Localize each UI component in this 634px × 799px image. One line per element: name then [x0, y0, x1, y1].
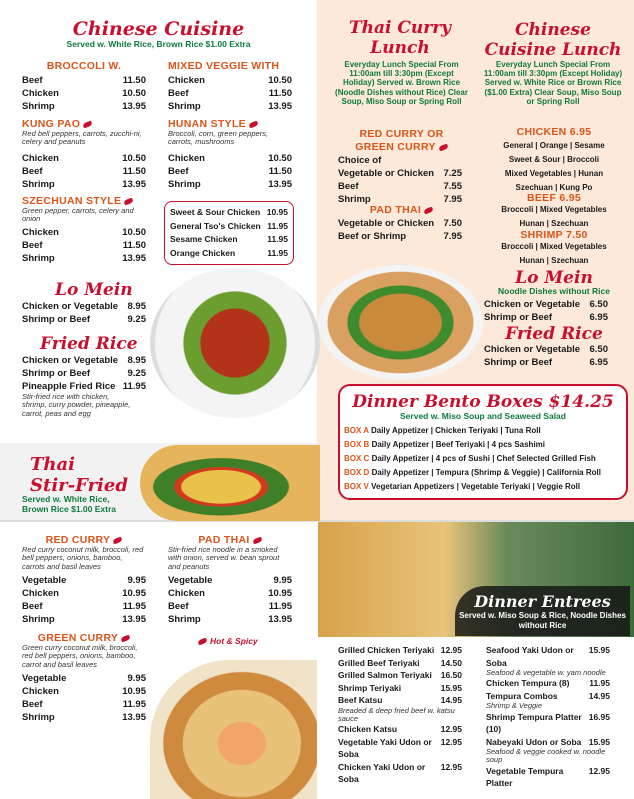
combo-line: Szechuan | Kung Po	[515, 183, 593, 192]
menu-item	[22, 87, 146, 100]
choice-of-label: Choice of	[338, 155, 382, 166]
item-price: 9.25	[127, 368, 146, 379]
broccoli-section	[22, 60, 146, 113]
item-name: Vegetable	[168, 574, 213, 586]
bento-row	[344, 466, 626, 480]
red-curry-section	[22, 534, 146, 626]
chinese-cuisine-subtitle: Served w. White Rice, Brown Rice $1.00 Extra	[66, 39, 251, 49]
kung-pao-heading: KUNG PAO	[22, 118, 81, 130]
item-price: 15.95	[588, 645, 610, 655]
special-item	[170, 206, 288, 220]
item-price: 10.50	[122, 88, 146, 99]
item-name: Chicken Katsu	[338, 724, 398, 734]
item-name: Shrimp	[168, 613, 201, 625]
item-name: Beef	[168, 165, 189, 177]
menu-item	[22, 613, 146, 626]
item-price: 11.50	[122, 239, 146, 251]
item-price: 11.50	[122, 165, 146, 177]
item-price: 11.95	[122, 381, 146, 392]
thai-curry-lunch-title	[330, 18, 470, 58]
item-name: Chicken	[22, 685, 59, 697]
item-name: Beef	[22, 698, 43, 710]
chicken-specials-box	[164, 201, 294, 265]
dinner-item	[486, 644, 610, 669]
bento-box-label: BOX B	[344, 439, 372, 449]
dinner-item	[338, 644, 462, 657]
curry-bowl-image	[140, 445, 320, 521]
item-name: Beef Katsu	[338, 695, 383, 705]
item-price: 13.95	[122, 252, 146, 264]
item-name: Chicken or Vegetable	[22, 355, 119, 366]
bento-box-label: BOX C	[344, 453, 372, 463]
mixed-veggie-section	[168, 60, 292, 113]
menu-item	[168, 574, 292, 587]
item-price: 13.95	[268, 613, 292, 625]
item-desc: Breaded & deep fried beef w. katsu sauce	[338, 705, 455, 723]
chili-icon	[424, 206, 434, 214]
item-price: 15.95	[588, 736, 610, 747]
dinner-entrees-subtitle: Served w. Miso Soup & Rice, Noodle Dishes without Rice	[459, 611, 626, 630]
item-price: 8.95	[127, 301, 146, 312]
chili-icon	[438, 143, 448, 151]
item-name: Chicken Yaki Udon or Soba	[338, 761, 426, 784]
item-price: 10.95	[266, 207, 288, 217]
broccoli-heading: BROCCOLI W.	[46, 60, 122, 72]
item-name: Chicken Tempura (8)	[486, 678, 570, 689]
item-name: Shrimp	[338, 194, 371, 205]
menu-item	[22, 367, 146, 380]
menu-item	[484, 356, 608, 369]
menu-item	[22, 685, 146, 698]
item-name: Seafood Yaki Udon or Soba	[486, 645, 574, 668]
menu-item	[22, 587, 146, 600]
item-price: 15.95	[440, 682, 462, 693]
menu-item	[484, 311, 608, 324]
or-text: OR	[427, 128, 444, 140]
item-name: Chicken	[22, 88, 59, 99]
dinner-entrees-banner	[455, 586, 630, 636]
menu-item	[22, 239, 146, 252]
menu-item	[22, 600, 146, 613]
item-price: 7.25	[443, 168, 462, 179]
szechuan-desc: Green pepper, carrots, celery and onion	[22, 206, 134, 224]
item-name: General Tso's Chicken	[170, 220, 261, 231]
item-price: 6.95	[589, 312, 608, 323]
thai-curry-lunch-title-line2: Lunch	[370, 38, 430, 58]
item-price: 6.95	[589, 357, 608, 368]
hot-spicy-label: Hot & Spicy	[210, 636, 258, 646]
chicken-lunch-options	[480, 139, 628, 195]
item-name: Chicken	[22, 152, 59, 164]
item-name: Shrimp or Beef	[484, 312, 553, 323]
item-name: Vegetable	[22, 672, 67, 684]
shrimp-lunch-options	[480, 240, 628, 268]
menu-item	[22, 698, 146, 711]
item-name: Chicken	[168, 152, 205, 164]
item-price: 6.50	[589, 299, 608, 310]
item-name: Beef	[168, 600, 189, 612]
menu-item	[168, 165, 292, 178]
beef-lunch-heading: BEEF 6.95	[526, 192, 582, 204]
thai-curry-lunch-subtitle: Everyday Lunch Special From 11:00am till 3:30pm (Except Holiday) Served w. Brown Rice (Noodle Dishes without Rice) Clear Soup, Miso Soup or Spring Roll	[335, 60, 468, 106]
bento-box-label: BOX D	[344, 467, 372, 477]
special-item	[170, 220, 288, 234]
item-name: Vegetable	[22, 574, 67, 586]
item-price: 12.95	[440, 736, 462, 747]
item-name: Shrimp Tempura Platter (10)	[486, 711, 582, 734]
item-name: Grilled Chicken Teriyaki	[338, 645, 435, 655]
item-price: 13.95	[268, 178, 292, 190]
item-price: 10.95	[122, 587, 146, 599]
thai-stir-fried-subtitle: Served w. White Rice, Brown Rice $1.00 Extra	[22, 494, 117, 514]
bento-box-label: BOX V	[344, 481, 372, 491]
bento-row	[344, 452, 626, 466]
menu-item	[168, 587, 292, 600]
bento-row	[344, 480, 626, 494]
item-price: 14.95	[440, 695, 462, 705]
bento-title: Dinner Bento Boxes $14.25	[352, 392, 614, 412]
item-name: Pineapple Fried Rice	[22, 381, 116, 392]
bento-box-contents: Daily Appetizer | Chicken Teriyaki | Tuna Roll	[370, 425, 541, 435]
item-price: 13.95	[122, 613, 146, 625]
thai-stir-fried-title	[30, 454, 128, 496]
chili-icon	[113, 536, 123, 544]
bento-box-contents: Daily Appetizer | 4 pcs of Sushi | Chef Selected Grilled Fish	[371, 453, 596, 463]
chinese-lunch-subtitle: Everyday Lunch Special From 11:00am till 3:30pm (Except Holiday) Served w. White Rice or Brown Rice ($1.00 Extra) Clear Soup, Miso Soup or Spring Roll	[483, 60, 623, 106]
item-price: 7.50	[443, 218, 462, 229]
item-price: 9.25	[127, 314, 146, 325]
combo-line: Broccoli | Mixed Vegetables	[501, 242, 607, 251]
bento-box-panel	[338, 384, 628, 500]
hunan-section	[168, 118, 292, 191]
item-price: 10.95	[122, 685, 146, 697]
item-name: Shrimp	[22, 711, 55, 723]
green-curry-heading: GREEN CURRY	[37, 632, 119, 644]
item-price: 11.95	[267, 247, 288, 258]
menu-item	[338, 167, 462, 180]
green-curry-desc: Green curry coconut milk, broccoli, red bell peppers, onions, bamboo, carrot and basil leaves	[22, 643, 138, 669]
green-curry-lunch-heading: GREEN CURRY	[355, 141, 436, 153]
general-tso-plate-image	[150, 268, 320, 418]
chili-icon	[248, 120, 258, 128]
menu-item	[338, 230, 462, 243]
item-name: Beef	[22, 75, 43, 86]
item-price: 9.95	[273, 574, 292, 586]
lo-mein-lunch-subtitle: Noodle Dishes without Rice	[498, 286, 610, 296]
bento-box-label: BOX A	[344, 425, 371, 435]
green-curry-section	[22, 632, 146, 724]
item-name: Grilled Beef Teriyaki	[338, 657, 420, 668]
menu-item	[22, 574, 146, 587]
hunan-heading: HUNAN STYLE	[168, 118, 246, 130]
item-name: Chicken	[168, 587, 205, 599]
item-price: 11.50	[268, 88, 292, 99]
item-name: Shrimp or Beef	[22, 368, 91, 379]
menu-item	[22, 165, 146, 178]
menu-item	[338, 217, 462, 230]
menu-item	[168, 74, 292, 87]
item-price: 7.95	[443, 194, 462, 205]
combo-line: Hunan | Szechuan	[519, 256, 589, 265]
dinner-right-list	[486, 644, 610, 790]
item-price: 10.50	[122, 226, 146, 238]
pad-thai-plate-image	[318, 265, 483, 380]
menu-item	[22, 74, 146, 87]
pineapple-desc: Stir-fried rice with chicken, shrimp, curry powder, pineapple, carrot, peas and egg	[22, 392, 131, 418]
item-price: 12.95	[440, 761, 462, 772]
item-price: 8.95	[127, 355, 146, 366]
bento-row	[344, 424, 626, 438]
lo-mein-lunch-list	[484, 298, 608, 324]
shrimp-lunch-heading: SHRIMP 7.50	[520, 229, 588, 241]
item-name: Nabeyaki Udon or Soba	[486, 736, 582, 747]
pad-thai-heading: PAD THAI	[198, 534, 250, 546]
dinner-item	[486, 711, 610, 736]
bento-box-contents: Daily Appetizer | Beef Teriyaki | 4 pcs Sashimi	[371, 439, 545, 449]
item-price: 16.95	[588, 711, 610, 722]
dinner-item	[338, 761, 462, 786]
bento-subtitle: Served w. Miso Soup and Seaweed Salad	[400, 411, 566, 421]
menu-item	[168, 152, 292, 165]
item-price: 12.95	[440, 645, 462, 655]
item-name: Shrimp	[168, 101, 201, 112]
item-name: Sweet & Sour Chicken	[170, 207, 261, 217]
menu-item	[22, 226, 146, 239]
item-name: Shrimp or Beef	[484, 357, 553, 368]
bento-box-contents: Vegetarian Appetizers | Vegetable Teriyaki | Veggie Roll	[371, 481, 581, 491]
menu-item	[22, 672, 146, 685]
item-price: 11.95	[267, 220, 288, 231]
item-name: Beef	[22, 165, 43, 177]
item-name: Vegetable or Chicken	[338, 168, 435, 179]
hunan-desc: Broccoli, corn, green peppers, carrots, mushrooms	[168, 129, 269, 147]
combo-line: Sweet & Sour | Broccoli	[508, 155, 600, 164]
bento-box-contents: Daily Appetizer | Tempura (Shrimp & Veggie) | California Roll	[371, 467, 601, 477]
item-price: 10.50	[268, 75, 292, 86]
item-price: 11.50	[268, 165, 292, 177]
thai-stir-fried-title-line2: Stir-Fried	[30, 475, 128, 496]
item-price: 12.95	[588, 765, 610, 776]
kung-pao-desc: Red bell peppers, carrots, zucchi-ni, celery and peanuts	[22, 129, 142, 147]
item-name: Vegetable Yaki Udon or Soba	[338, 736, 432, 759]
dinner-item	[338, 657, 462, 670]
dinner-item	[338, 736, 462, 761]
red-curry-heading: RED CURRY	[45, 534, 111, 546]
dinner-item	[338, 669, 462, 682]
item-price: 9.95	[127, 574, 146, 586]
pad-thai-lunch-label: PAD THAI	[369, 204, 422, 216]
pad-thai-lunch-heading	[334, 204, 469, 216]
item-price: 7.95	[443, 231, 462, 242]
menu-item	[22, 100, 146, 113]
item-name: Chicken	[22, 587, 59, 599]
item-price: 13.95	[122, 101, 146, 112]
combo-line: General | Orange | Sesame	[503, 141, 605, 150]
pad-thai-section	[168, 534, 292, 626]
szechuan-heading: SZECHUAN STYLE	[22, 195, 122, 207]
red-curry-lunch-heading: RED CURRY	[359, 128, 424, 140]
item-price: 13.95	[122, 711, 146, 723]
fried-rice-lunch-title: Fried Rice	[505, 324, 603, 344]
item-name: Beef or Shrimp	[338, 231, 407, 242]
menu-item	[168, 600, 292, 613]
item-name: Tempura Combos	[486, 690, 558, 701]
pad-thai-desc: Stir-fried rice noodle in a smoked with onion, served w. bean sprout and peanuts	[168, 545, 280, 571]
mixed-veggie-heading: MIXED VEGGIE WITH	[168, 60, 280, 72]
combo-line: Mixed Vegetables | Hunan	[504, 169, 604, 178]
item-name: Chicken	[22, 226, 59, 238]
menu-item	[168, 87, 292, 100]
chili-icon	[252, 536, 262, 544]
item-name: Grilled Salmon Teriyaki	[338, 670, 432, 680]
item-name: Beef	[168, 88, 189, 99]
combo-line: Broccoli | Mixed Vegetables	[501, 205, 607, 214]
combo-line: Hunan | Szechuan	[519, 219, 589, 228]
item-price: 10.50	[268, 152, 292, 164]
menu-item	[484, 343, 608, 356]
item-name: Shrimp	[22, 101, 55, 112]
item-price: 16.50	[440, 670, 462, 680]
item-name: Shrimp	[22, 178, 55, 190]
menu-item	[22, 178, 146, 191]
item-price: 11.95	[589, 678, 610, 689]
item-name: Shrimp Teriyaki	[338, 682, 402, 693]
chili-icon	[121, 634, 131, 642]
dinner-item	[338, 682, 462, 695]
dinner-item	[338, 723, 462, 736]
menu-item	[22, 313, 146, 326]
item-price: 13.95	[122, 178, 146, 190]
chinese-lunch-title-line2: Cuisine Lunch	[484, 40, 622, 60]
menu-item	[168, 178, 292, 191]
curry-lunch-list	[338, 154, 462, 206]
item-price: 7.55	[443, 181, 462, 192]
item-name: Shrimp or Beef	[22, 314, 91, 325]
menu-item	[168, 100, 292, 113]
chili-icon	[197, 638, 207, 646]
item-name: Shrimp	[22, 252, 55, 264]
item-name: Shrimp	[168, 178, 201, 190]
item-price: 11.95	[268, 600, 292, 612]
item-price: 13.95	[268, 101, 292, 112]
special-item	[170, 247, 288, 261]
item-name: Chicken	[168, 75, 205, 86]
dinner-item	[486, 677, 610, 690]
item-price: 14.95	[588, 690, 610, 701]
item-name: Vegetable Tempura Platter	[486, 765, 564, 788]
dinner-item	[486, 765, 610, 790]
fried-rice-lunch-list	[484, 343, 608, 369]
chinese-lunch-title-line1: Chinese	[515, 20, 591, 40]
menu-item	[22, 152, 146, 165]
pad-thai-lunch-list	[338, 217, 462, 243]
item-price: 10.50	[122, 152, 146, 164]
thai-stir-fried-title-line1: Thai	[30, 454, 75, 475]
chili-icon	[124, 197, 134, 205]
thai-curry-lunch-title-line1: Thai Curry	[348, 18, 452, 38]
chinese-cuisine-title: Chinese Cuisine	[72, 18, 245, 40]
chili-icon	[83, 120, 93, 128]
menu-item	[22, 354, 146, 367]
item-name: Beef	[338, 181, 359, 192]
dinner-entrees-title: Dinner Entrees	[474, 592, 611, 611]
bento-row	[344, 438, 626, 452]
item-name: Shrimp	[22, 613, 55, 625]
lo-mein-title: Lo Mein	[55, 280, 133, 300]
item-price: 6.50	[589, 344, 608, 355]
kung-pao-section	[22, 118, 146, 191]
fried-rice-section	[22, 354, 146, 418]
item-price: 14.50	[440, 657, 462, 668]
menu-item	[484, 298, 608, 311]
item-price: 11.50	[122, 75, 146, 86]
lo-mein-lunch-title: Lo Mein	[515, 268, 593, 288]
item-price: 11.95	[122, 600, 146, 612]
item-name: Chicken or Vegetable	[484, 344, 581, 355]
item-name: Chicken or Vegetable	[22, 301, 119, 312]
item-name: Orange Chicken	[170, 247, 236, 258]
red-curry-desc: Red curry coconut milk, broccoli, red bell peppers, onions, bamboo, carrots and basil leaves	[22, 545, 144, 571]
curry-heading	[334, 128, 469, 154]
menu-item	[22, 252, 146, 265]
item-name: Beef	[22, 239, 43, 251]
item-desc: Seafood & veggie cooked w. noodle soup	[486, 747, 606, 765]
fried-rice-title: Fried Rice	[40, 334, 138, 354]
menu-item	[338, 180, 462, 193]
item-name: Vegetable or Chicken	[338, 218, 435, 229]
item-price: 9.95	[127, 672, 146, 684]
menu-item	[22, 300, 146, 313]
item-price: 11.95	[122, 698, 146, 710]
menu-item	[168, 613, 292, 626]
item-desc: Shrimp & Veggie	[486, 701, 543, 711]
item-price: 10.95	[268, 587, 292, 599]
pad-thai-shrimp-image	[150, 660, 317, 799]
special-item	[170, 233, 288, 247]
hot-spicy-legend	[198, 636, 258, 646]
dinner-item	[338, 694, 462, 707]
item-name: Sesame Chicken	[170, 234, 238, 244]
beef-lunch-options	[480, 203, 628, 231]
menu-item	[22, 711, 146, 724]
item-price: 12.95	[440, 724, 462, 734]
chinese-lunch-title	[478, 20, 628, 60]
item-name: Chicken or Vegetable	[484, 299, 581, 310]
item-desc: Seafood & vegetable w. yam noodle	[486, 668, 606, 677]
chicken-lunch-heading: CHICKEN 6.95	[516, 126, 592, 138]
lo-mein-list	[22, 300, 146, 326]
szechuan-section	[22, 195, 146, 265]
item-name: Beef	[22, 600, 43, 612]
dinner-left-list	[338, 644, 462, 786]
item-price: 11.95	[267, 234, 288, 244]
